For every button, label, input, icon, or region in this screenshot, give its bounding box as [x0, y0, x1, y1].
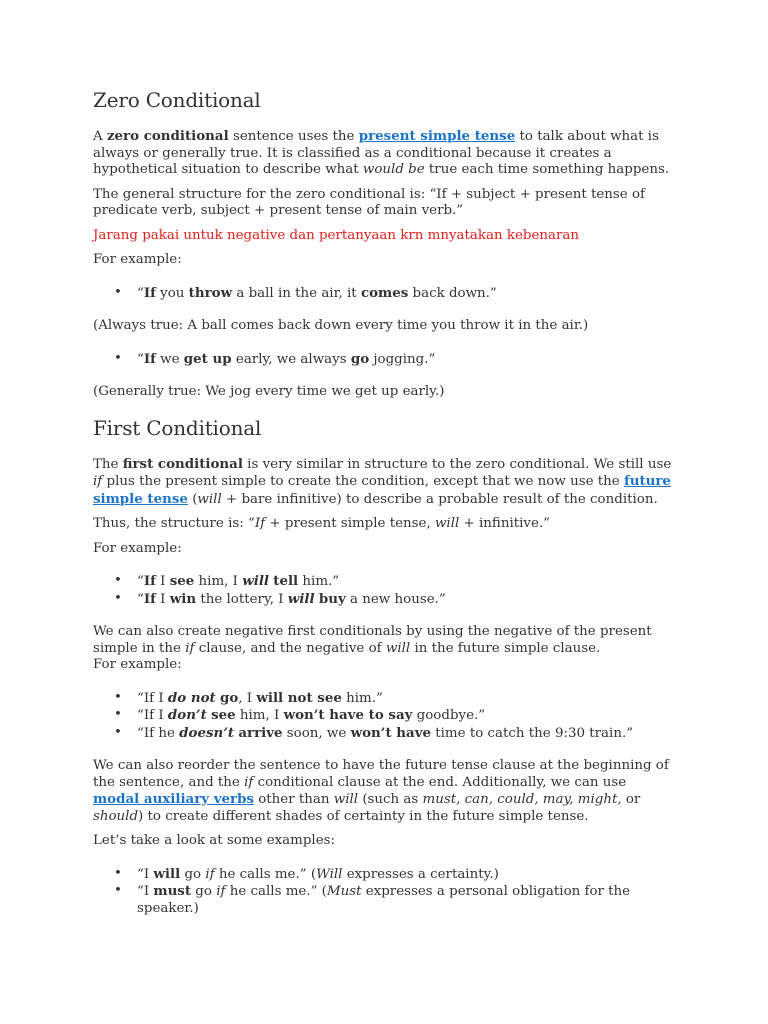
list-item: • “If I do not go, I will not see him.” — [114, 689, 383, 706]
list-item: • “If I see him, I will tell him.” — [114, 573, 340, 589]
bullet: • — [114, 350, 122, 366]
list-item: • “If he doesn’t arrive soon, we won’t have time to catch the 9:30 train.” — [114, 724, 634, 741]
bullet: • — [114, 865, 122, 881]
first-paragraph-3: We can also create negative first conditionals by using the negative of the present simple in the if clause, and the negative of will in the future simple clause. — [93, 624, 652, 656]
first-example-list-2 — [93, 690, 675, 743]
list-item: • “If I win the lottery, I will buy a new house.” — [114, 590, 446, 607]
bullet: • — [114, 284, 122, 300]
zero-note-red: Jarang pakai untuk negative dan pertanyaan krn mnyatakan kebenaran — [93, 227, 580, 243]
first-for-example: For example: — [93, 540, 182, 556]
bullet: • — [114, 724, 122, 740]
first-paragraph-1: The first conditional is very similar in structure to the zero conditional. We still use if plus the present simple to create the condition, except that we now use the future simple tense (will + bare infinitive) to describe a probable result of the condition. — [93, 455, 672, 507]
list-item: • “I must go if he calls me.” (Must expresses a personal obligation for the speaker.) — [114, 883, 631, 916]
modal-auxiliary-verbs-link[interactable]: modal auxiliary verbs — [93, 791, 254, 807]
zero-example-list-1 — [93, 285, 675, 303]
list-item: • “I will go if he calls me.” (Will expresses a certainty.) — [114, 865, 499, 882]
list-item: • “If we get up early, we always go jogging.” — [114, 350, 436, 367]
bullet: • — [114, 590, 122, 606]
list-item: • “If I don’t see him, I won’t have to say goodbye.” — [114, 707, 486, 723]
bullet: • — [114, 573, 122, 588]
first-paragraph-5: Let’s take a look at some examples: — [93, 833, 336, 848]
present-simple-tense-link[interactable]: present simple tense — [358, 128, 516, 144]
first-paragraph-4: We can also reorder the sentence to have the future tense clause at the beginning of the sentence, and the if conditional clause at the end. Additionally, we can use modal auxiliary verbs other than will (such as must, can, could, may, might, or should) to create different shades of certainty in the future simple tense. — [93, 758, 669, 824]
document-content — [93, 88, 675, 917]
first-conditional-heading: First Conditional — [93, 415, 262, 440]
zero-paragraph-2: The general structure for the zero conditional is: “If + subject + present tense of predicate verb, subject + present tense of main verb.” — [93, 186, 646, 218]
list-item: • “If you throw a ball in the air, it comes back down.” — [114, 284, 497, 301]
zero-conditional-heading: Zero Conditional — [93, 88, 261, 112]
future-simple-tense-link[interactable]: future simple tense — [93, 473, 671, 507]
zero-example-list-2 — [93, 351, 675, 369]
zero-example-1-note: (Always true: A ball comes back down every time you throw it in the air.) — [93, 318, 589, 333]
zero-paragraph-1: A zero conditional sentence uses the present simple tense to talk about what is always or generally true. It is classified as a conditional because it creates a hypothetical situation to describe what would be true each time something happens. — [93, 128, 670, 177]
bullet: • — [114, 707, 122, 722]
zero-example-2-note: (Generally true: We jog every time we get up early.) — [93, 384, 445, 399]
bullet: • — [114, 689, 122, 705]
first-example-list-3 — [93, 866, 675, 918]
first-paragraph-2: Thus, the structure is: “If + present simple tense, will + infinitive.” — [93, 516, 551, 531]
first-for-example-2: For example: — [93, 657, 182, 672]
zero-for-example: For example: — [93, 252, 182, 267]
first-example-list-1 — [93, 573, 675, 608]
bullet: • — [114, 883, 122, 898]
